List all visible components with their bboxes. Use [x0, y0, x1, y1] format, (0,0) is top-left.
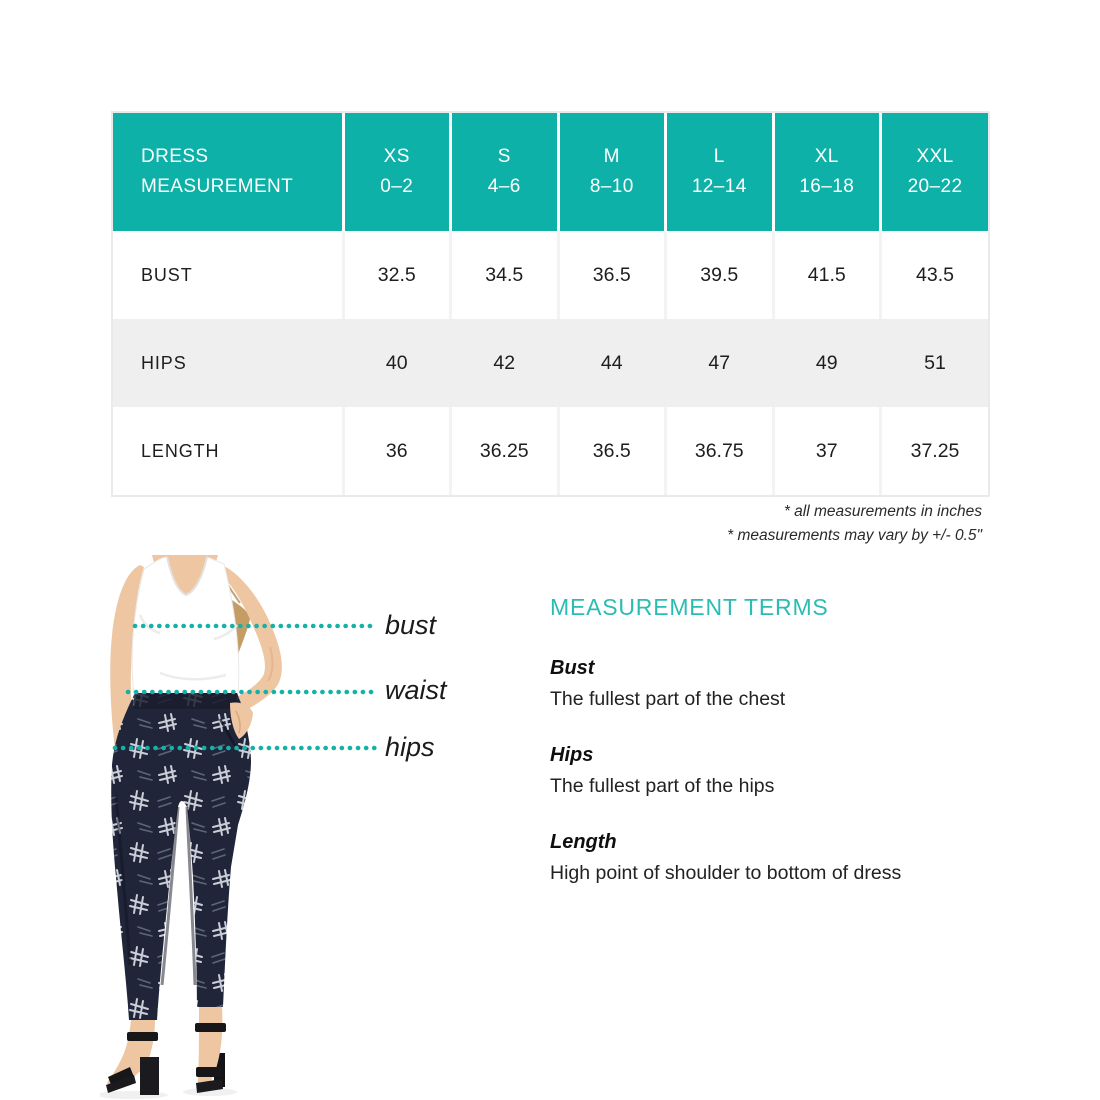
size-range: 20–22 — [907, 176, 963, 197]
size-code: XL — [814, 146, 839, 167]
measurement-value: 36.75 — [666, 407, 774, 495]
size-range: 8–10 — [589, 176, 634, 197]
term-name: Length — [550, 831, 617, 853]
waist-guide-label: waist — [385, 675, 447, 705]
size-chart-header-row — [113, 113, 988, 231]
measurement-value: 51 — [881, 319, 989, 407]
measurement-row-label: LENGTH — [113, 407, 343, 495]
size-column-header-l — [666, 113, 774, 231]
term-name: Hips — [550, 744, 594, 766]
measurement-terms-title: MEASUREMENT TERMS — [550, 594, 829, 620]
table-row-hips — [113, 319, 988, 407]
size-code: S — [497, 146, 511, 167]
measurement-value: 41.5 — [773, 231, 881, 319]
size-range: 0–2 — [380, 176, 414, 197]
size-range: 4–6 — [487, 176, 521, 197]
table-row-bust — [113, 231, 988, 319]
size-range: 16–18 — [799, 176, 855, 197]
measurement-value: 37 — [773, 407, 881, 495]
measurement-value: 32.5 — [343, 231, 451, 319]
table-row-length — [113, 407, 988, 495]
footnote-variance: * measurements may vary by +/- 0.5" — [727, 527, 982, 544]
term-length — [550, 831, 1030, 885]
term-definition: The fullest part of the hips — [550, 775, 775, 797]
measurement-value: 36.5 — [558, 407, 666, 495]
measurement-row-label: HIPS — [113, 319, 343, 407]
term-definition: The fullest part of the chest — [550, 688, 786, 710]
measurement-value: 47 — [666, 319, 774, 407]
size-code: L — [713, 146, 725, 167]
term-hips — [550, 744, 1030, 798]
footnotes — [727, 500, 982, 548]
term-bust — [550, 657, 1030, 711]
measurement-value: 44 — [558, 319, 666, 407]
measurement-value: 49 — [773, 319, 881, 407]
size-range: 12–14 — [691, 176, 747, 197]
term-name: Bust — [550, 657, 595, 679]
measurement-value: 36 — [343, 407, 451, 495]
corner-header-cell: DRESS MEASUREMENT — [113, 113, 343, 231]
size-code: XS — [383, 146, 410, 167]
size-column-header-xs — [343, 113, 451, 231]
model-figure — [100, 555, 282, 1099]
measurement-value: 40 — [343, 319, 451, 407]
term-definition: High point of shoulder to bottom of dress — [550, 862, 902, 884]
size-column-header-s — [451, 113, 559, 231]
hips-guide-label: hips — [385, 732, 435, 762]
size-column-header-xxl — [881, 113, 989, 231]
measurement-value: 36.25 — [451, 407, 559, 495]
measurement-row-label: BUST — [113, 231, 343, 319]
size-code: M — [603, 146, 620, 167]
size-chart-table — [111, 111, 990, 497]
bust-guide-label: bust — [385, 610, 437, 640]
size-column-header-m — [558, 113, 666, 231]
measurement-value: 39.5 — [666, 231, 774, 319]
footnote-inches: * all measurements in inches — [783, 503, 982, 520]
measurement-value: 43.5 — [881, 231, 989, 319]
measurement-value: 34.5 — [451, 231, 559, 319]
measurement-value: 37.25 — [881, 407, 989, 495]
size-column-header-xl — [773, 113, 881, 231]
measurement-value: 36.5 — [558, 231, 666, 319]
size-code: XXL — [916, 146, 954, 167]
measurement-value: 42 — [451, 319, 559, 407]
